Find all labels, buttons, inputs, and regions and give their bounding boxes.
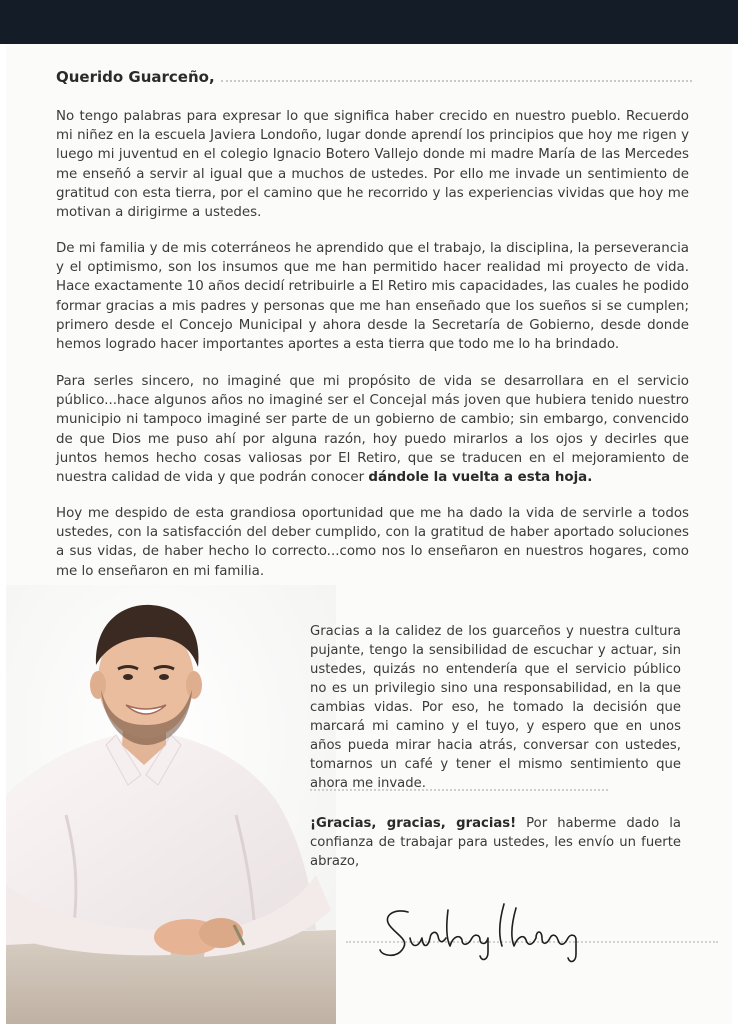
greeting: Querido Guarceño, xyxy=(56,68,215,86)
closing-dotted-rule xyxy=(310,789,608,791)
paragraph-3-bold: dándole la vuelta a esta hoja. xyxy=(368,470,593,486)
portrait-illustration xyxy=(6,585,336,1024)
thanks-text: Por haberme dado la confianza de trabajar para ustedes, les envío un fuerte abrazo, xyxy=(310,816,682,869)
thanks-bold: ¡Gracias, gracias, gracias! xyxy=(310,816,517,831)
greeting-dotted-rule xyxy=(221,80,692,82)
thanks-paragraph xyxy=(310,814,681,871)
greeting-row xyxy=(56,66,692,86)
paragraph-1: No tengo palabras para expresar lo que significa haber crecido en nuestro pueblo. Recuerdo mi niñez en la escuela Javiera Londoño, lugar donde aprendí los principios que hoy me rigen y luego mi juventud en el colegio Ignacio Botero Vallejo donde mi madre María de las Mercedes me enseñó a servir al igual que a muchos de ustedes. Por ello me invade un sentimiento de gratitud con esta tierra, por el camino que he recorrido y las experiencias vividas que hoy me motivan a dirigirme a ustedes. xyxy=(56,109,689,221)
paragraph-3 xyxy=(56,372,689,487)
paragraph-4: Hoy me despido de esta grandiosa oportunidad que me ha dado la vida de servirle a todos ustedes, con la satisfacción del deber cumplido, con la gratitud de haber aportado soluciones a sus vidas, de haber hecho lo correcto...como nos lo enseñaron en nuestros hogares, como me lo enseñaron en mi familia. xyxy=(56,506,689,579)
portrait-photo xyxy=(6,585,336,1024)
paragraph-3-text: Para serles sincero, no imaginé que mi propósito de vida se desarrollara en el servicio público...hace algunos años no imaginé ser el Concejal más joven que hubiera tenido nuestro municipio ni tampoco imaginé ser parte de un gobierno de cambio; sin embargo, convencido de que Dios me puso ahí por alguna razón, hoy puedo mirarlos a los ojos y decirles que juntos hemos hecho cosas valiosas por El Retiro, que se traducen en el mejoramiento de nuestra calidad de vida y que podrán conocer xyxy=(56,374,689,486)
paragraph-2: De mi familia y de mis coterráneos he aprendido que el trabajo, la disciplina, la perseverancia y el optimismo, son los insumos que me han permitido hacer realidad mi proyecto de vida. Hace exactamente 10 años decidí retribuirle a El Retiro mis capacidades, las cuales he podido formar gracias a mis padres y personas que me han enseñado que los sueños si se cumplen; primero desde el Concejo Municipal y ahora desde la Secretaría de Gobierno, desde donde hemos logrado hacer importantes aportes a esta tierra que todo me lo ha brindado. xyxy=(56,241,689,353)
closing-paragraph: Gracias a la calidez de los guarceños y nuestra cultura pujante, tengo la sensibilidad de escuchar y actuar, sin ustedes, quizás no entendería que el servicio público no es un privilegio sino una responsabilidad, en la que cambias vidas. Por eso, he tomado la decisión que marcará mi camino y el tuyo, y espero que en unos años pueda mirar hacia atrás, conversar con ustedes, tomarnos un café y tener el mismo sentimiento que ahora me invade. xyxy=(310,624,681,791)
top-dark-band xyxy=(0,0,738,44)
handwritten-signature xyxy=(376,890,606,970)
